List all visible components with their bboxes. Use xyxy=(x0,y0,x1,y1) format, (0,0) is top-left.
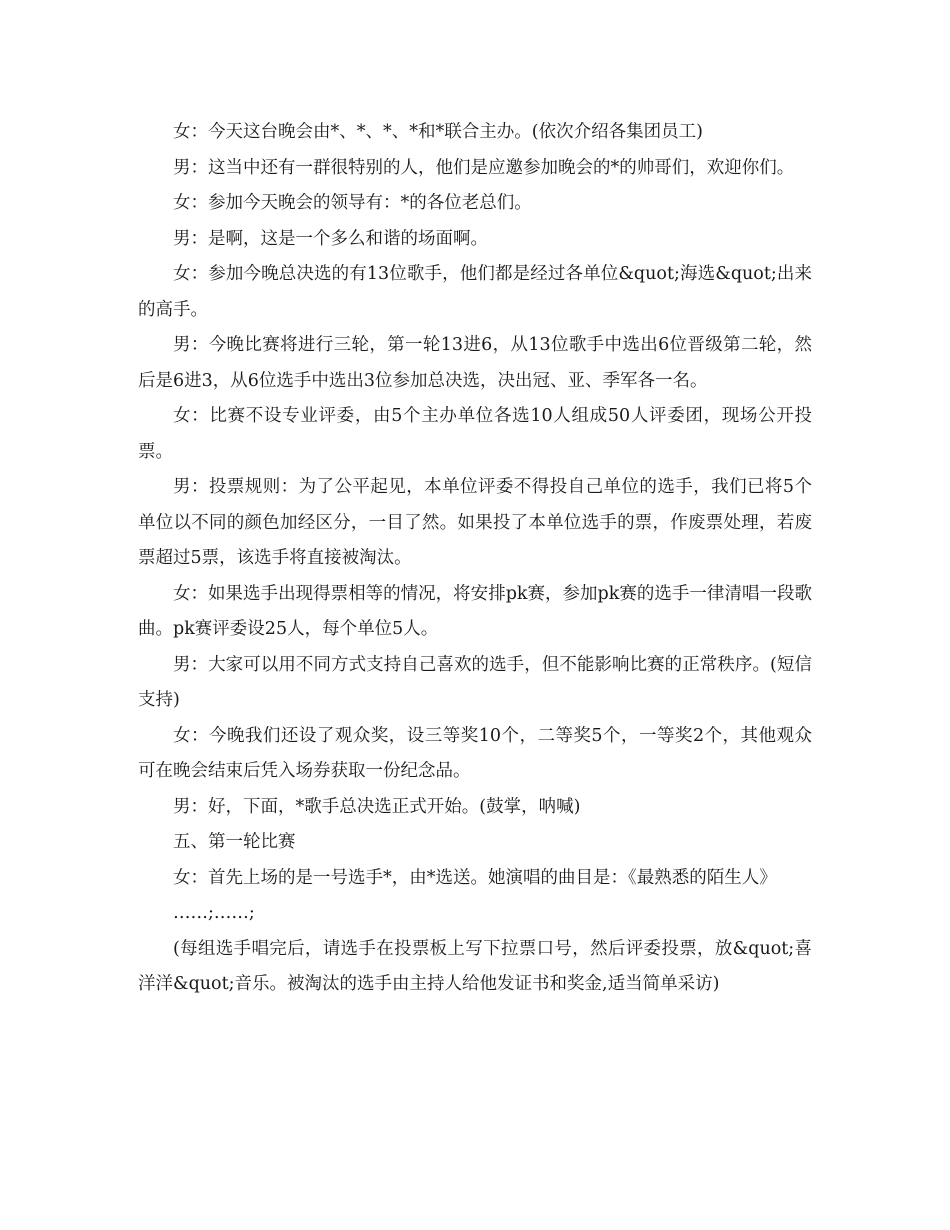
paragraph: 男：是啊，这是一个多么和谐的场面啊。 xyxy=(173,228,488,249)
paragraph: (每组选手唱完后，请选手在投票板上写下拉票口号，然后评委投票，放&quot;喜洋洋&quot;音乐。被淘汰的选手由主持人给他发证书和奖金,适当简单采访) xyxy=(138,938,812,994)
document-page xyxy=(138,115,812,1003)
paragraph: 女：今晚我们还设了观众奖，设三等奖10个，二等奖5个，一等奖2个，其他观众可在晚会结束后凭入场券获取一份纪念品。 xyxy=(138,725,812,781)
paragraph: 女：比赛不设专业评委，由5个主办单位各选10人组成50人评委团，现场公开投票。 xyxy=(138,406,812,462)
paragraph: 男：这当中还有一群很特别的人，他们是应邀参加晚会的*的帅哥们，欢迎你们。 xyxy=(173,157,795,178)
paragraph: ……;……; xyxy=(173,903,255,923)
paragraph: 女：参加今天晚会的领导有：*的各位老总们。 xyxy=(173,193,532,213)
paragraph: 男：今晚比赛将进行三轮，第一轮13进6，从13位歌手中选出6位晋级第二轮，然后是6进3，从6位选手中选出3位参加总决选，决出冠、亚、季军各一名。 xyxy=(138,335,812,391)
paragraph: 女：参加今晚总决选的有13位歌手，他们都是经过各单位&quot;海选&quot;出来的高手。 xyxy=(138,264,812,320)
paragraph: 男：大家可以用不同方式支持自己喜欢的选手，但不能影响比赛的正常秩序。(短信支持) xyxy=(138,654,812,710)
paragraph: 男：好，下面，*歌手总决选正式开始。(鼓掌，呐喊) xyxy=(173,796,581,817)
paragraph: 女：如果选手出现得票相等的情况，将安排pk赛，参加pk赛的选手一律清唱一段歌曲。pk赛评委设25人，每个单位5人。 xyxy=(138,583,812,639)
section-heading: 五、第一轮比赛 xyxy=(173,832,296,852)
paragraph: 男：投票规则：为了公平起见，本单位评委不得投自己单位的选手，我们已将5个单位以不同的颜色加经区分，一目了然。如果投了本单位选手的票，作废票处理，若废票超过5票，该选手将直接被淘汰。 xyxy=(138,477,812,568)
paragraph: 女：首先上场的是一号选手*，由*选送。她演唱的曲目是：《最熟悉的陌生人》 xyxy=(173,867,777,888)
paragraph: 女：今天这台晚会由*、*、*、*和*联合主办。(依次介绍各集团员工) xyxy=(173,122,703,142)
